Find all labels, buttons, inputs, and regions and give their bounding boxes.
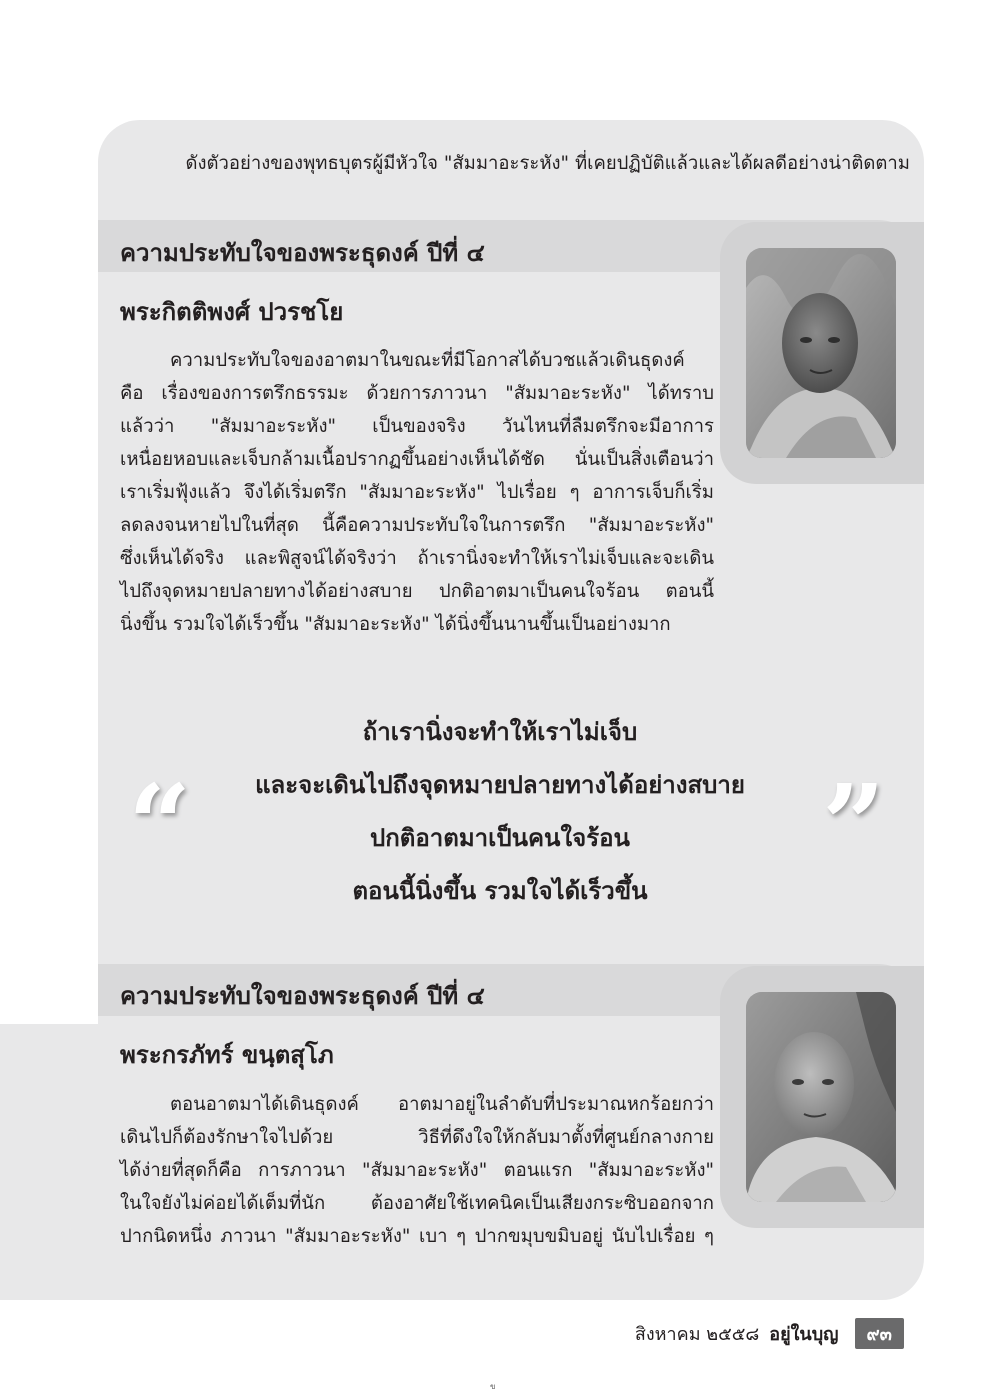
close-quote-mark: ”: [822, 760, 886, 889]
text-line: ลดลงจนหายไปในที่สุด นี้คือความประทับใจในการตรึก "สัมมาอะระหัง": [120, 515, 714, 536]
page-number: ๙๓: [855, 1318, 905, 1349]
monk-photo: [746, 992, 896, 1202]
story-text: [120, 1088, 714, 1253]
section-heading: ความประทับใจของพระธุดงค์ ปีที่ ๔: [120, 982, 485, 1010]
monk-name: พระกิตติพงศ์ ปวรชโย: [120, 298, 344, 326]
text-line: ความประทับใจของอาตมาในขณะที่มีโอกาสได้บวชแล้วเดินธุดงค์: [170, 350, 685, 371]
page-footer: [635, 1318, 904, 1348]
text-line: คือ เรื่องของการตรึกธรรมะ ด้วยการภาวนา "สัมมาอะระหัง" ได้ทราบ: [120, 383, 714, 404]
text-line: ไปถึงจุดหมายปลายทางได้อย่างสบาย ปกติอาตมาเป็นคนใจร้อน ตอนนี้: [120, 581, 714, 602]
text-line: เดินไปก็ต้องรักษาใจไปด้วย วิธีที่ดึงใจให้กลับมาตั้งที่ศูนย์กลางกาย: [120, 1127, 714, 1148]
text-line: ซึ่งเห็นได้จริง และพิสูจน์ได้จริงว่า ถ้าเรานิ่งจะทำให้เราไม่เจ็บและจะเดิน: [120, 548, 714, 569]
quote-line: และจะเดินไปถึงจุดหมายปลายทางได้อย่างสบาย: [255, 771, 745, 799]
open-quote-mark: “: [128, 760, 192, 889]
panel-extension: [0, 1024, 100, 1300]
text-line: เหนื่อยหอบและเจ็บกล้ามเนื้อปรากฏขึ้นอย่างเห็นได้ชัด นั่นเป็นสิ่งเตือนว่า: [120, 449, 714, 470]
text-line: ตอนอาตมาได้เดินธุดงค์ อาตมาอยู่ในลำดับที่ประมาณหกร้อยกว่า: [170, 1094, 714, 1115]
story-text: [120, 344, 714, 641]
quote-line: ปกติอาตมาเป็นคนใจร้อน: [370, 824, 630, 852]
issue-date: สิงหาคม ๒๕๕๘: [634, 1323, 760, 1345]
monk-photo: [746, 248, 896, 458]
text-line: ปากนิดหนึ่ง ภาวนา "สัมมาอะระหัง" เบา ๆ ปากขมุบขมิบอยู่ นับไปเรื่อย ๆ: [120, 1226, 714, 1247]
text-line: ได้ง่ายที่สุดก็คือ การภาวนา "สัมมาอะระหัง" ตอนแรก "สัมมาอะระหัง": [120, 1160, 714, 1181]
intro-text: ดังตัวอย่างของพุทธบุตรผู้มีหัวใจ "สัมมาอะระหัง" ที่เคยปฏิบัติแล้วและได้ผลดีอย่างน่าติดตาม: [185, 153, 910, 174]
text-line: ในใจยังไม่ค่อยได้เต็มที่นัก ต้องอาศัยใช้เทคนิคเป็นเสียงกระซิบออกจาก: [120, 1193, 714, 1214]
section-heading: ความประทับใจของพระธุดงค์ ปีที่ ๔: [120, 239, 485, 267]
monk-portrait-icon: [746, 992, 896, 1202]
monk-portrait-icon: [746, 248, 896, 458]
text-line: แล้วว่า "สัมมาอะระหัง" เป็นของจริง วันไหนที่ลืมตรึกจะมีอาการ: [120, 416, 714, 437]
monk-name: พระกรภัทร์ ขนฺตสุโภ: [120, 1041, 334, 1069]
magazine-title: อยู่ในบุญ: [769, 1323, 839, 1345]
quote-line: ตอนนี้นิ่งขึ้น รวมใจได้เร็วขึ้น: [352, 877, 648, 905]
text-line: เราเริ่มฟุ้งแล้ว จึงได้เริ่มตรึก "สัมมาอะระหัง" ไปเรื่อย ๆ อาการเจ็บก็เริ่ม: [120, 482, 714, 503]
text-line: นิ่งขึ้น รวมใจได้เร็วขึ้น "สัมมาอะระหัง" ได้นิ่งขึ้นนานขึ้นเป็นอย่างมาก: [120, 614, 671, 635]
print-mark: ข: [490, 1382, 496, 1391]
quote-line: ถ้าเรานิ่งจะทำให้เราไม่เจ็บ: [362, 718, 638, 746]
